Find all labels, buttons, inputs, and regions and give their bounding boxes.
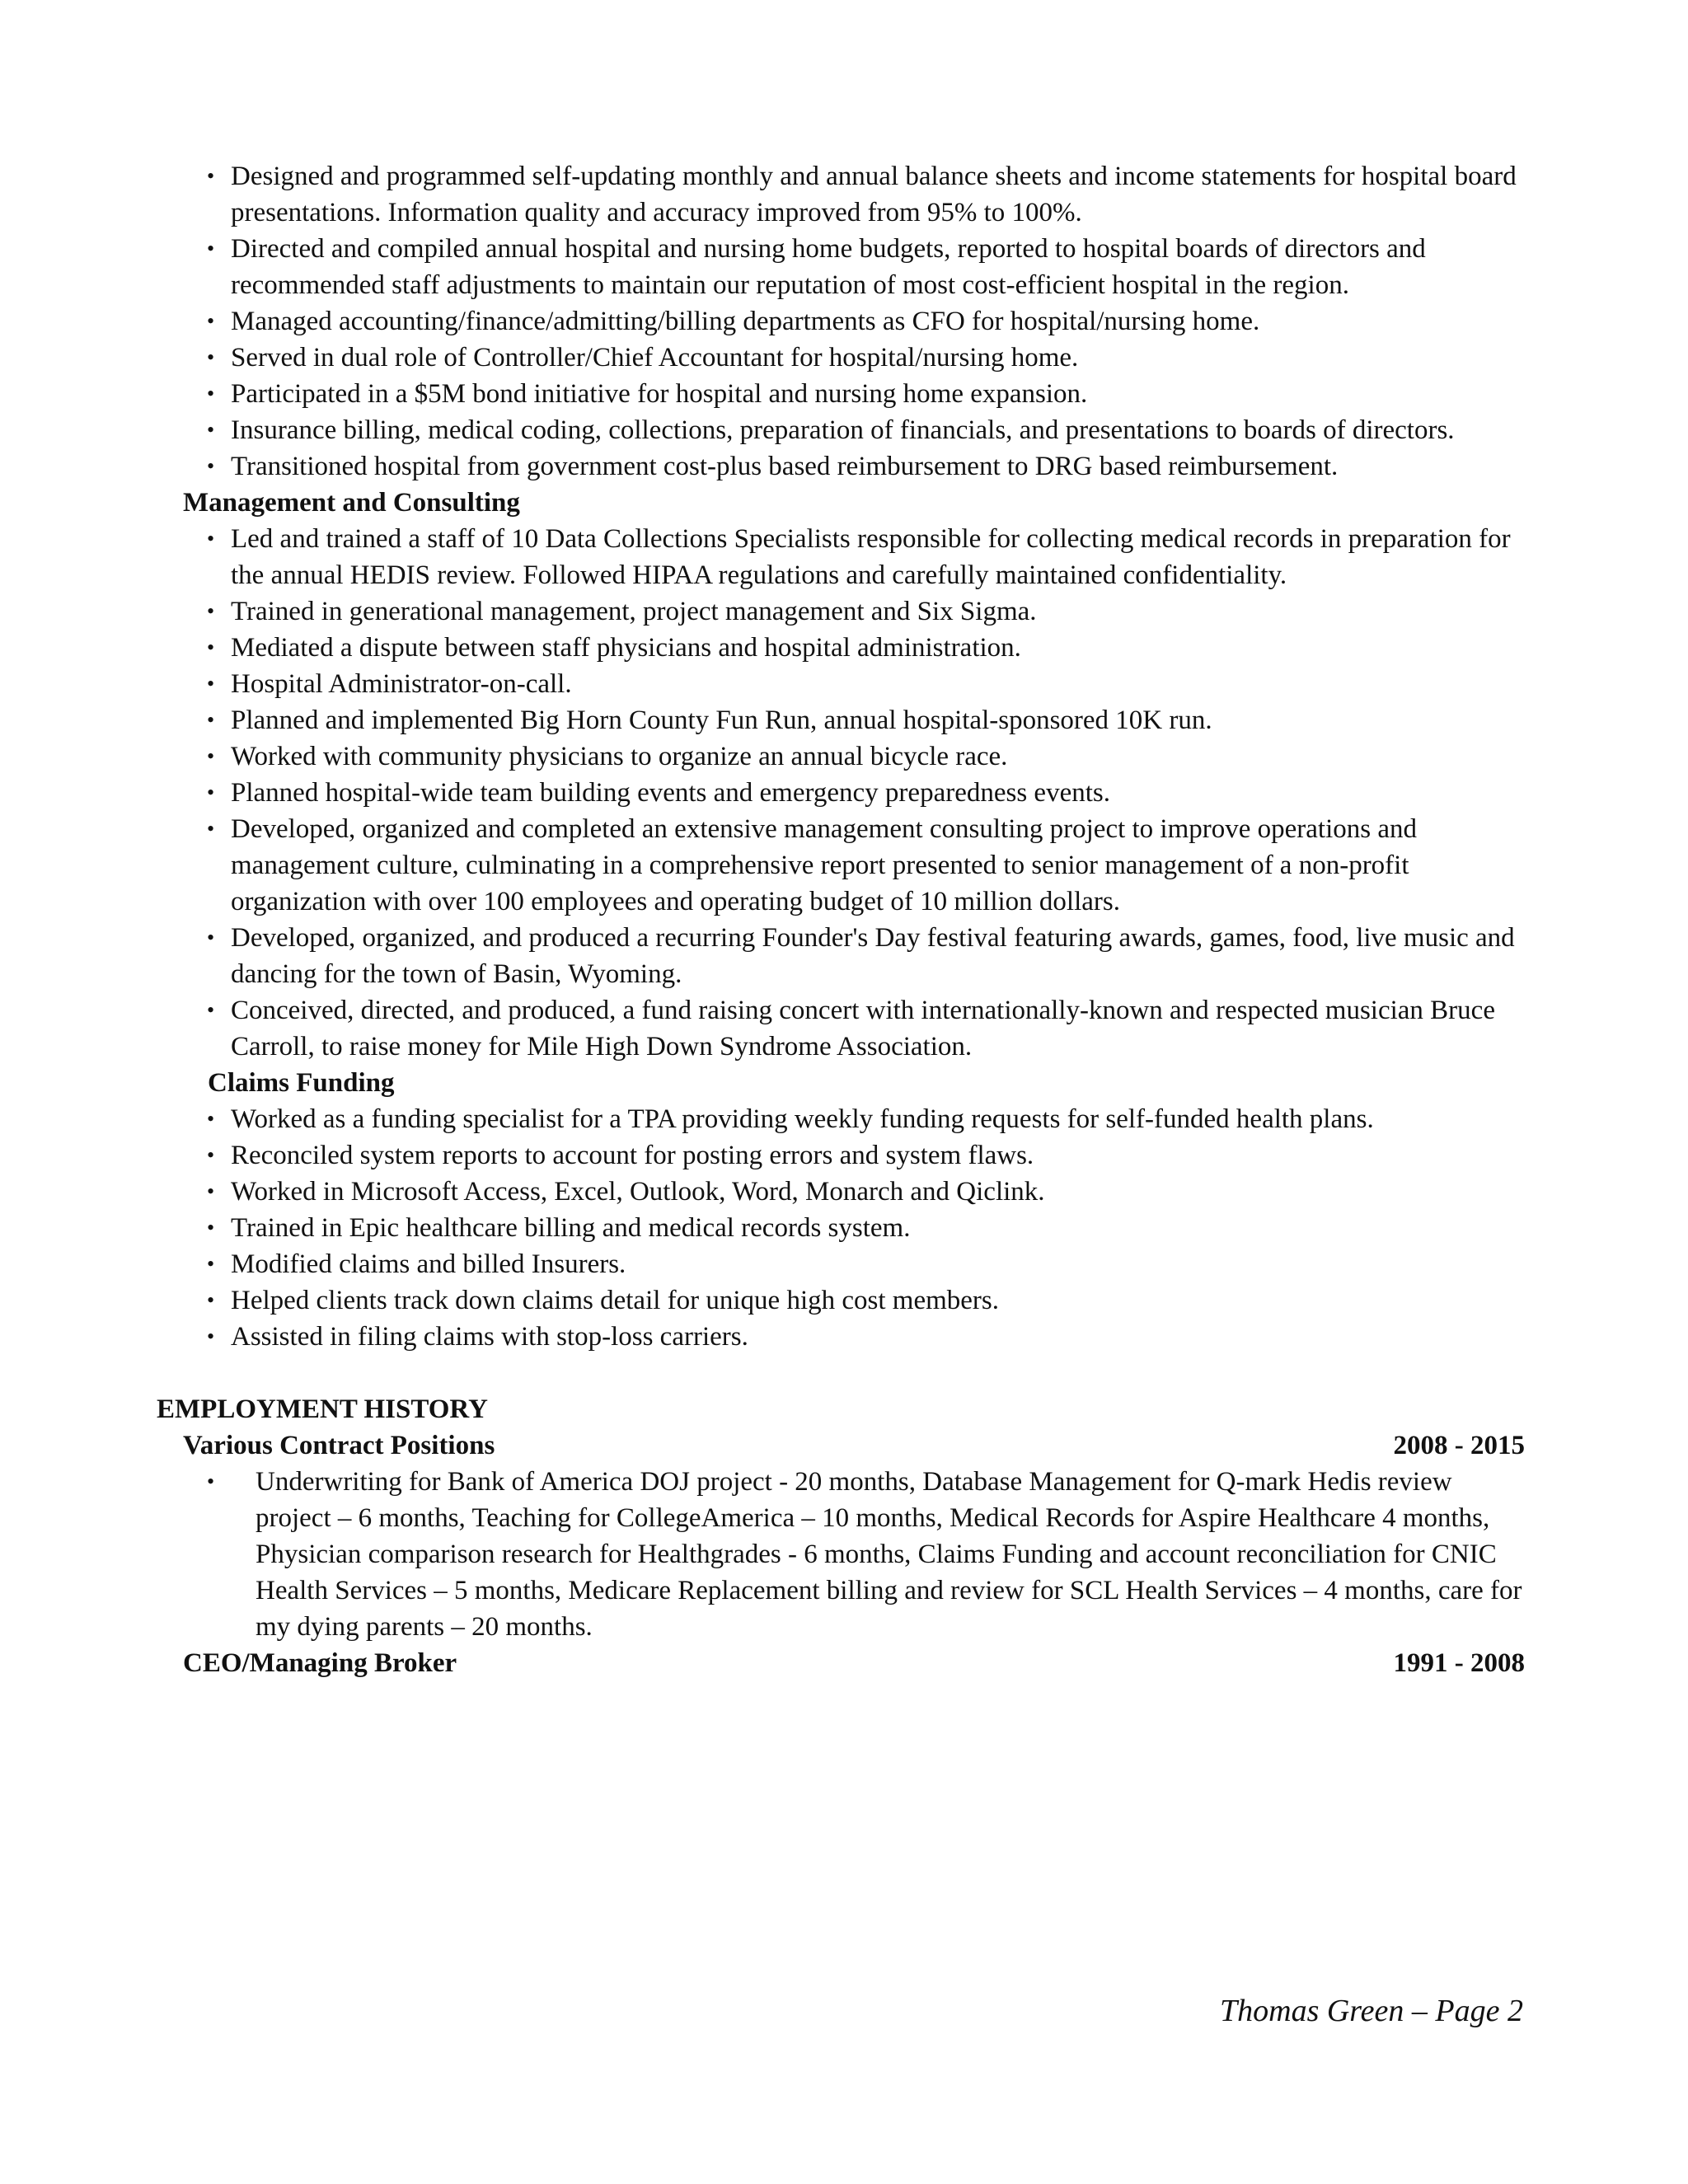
- list-item: • Helped clients track down claims detail for unique high cost members.: [157, 1282, 1525, 1319]
- list-item: • Designed and programmed self-updating monthly and annual balance sheets and income statements for hospital board presentations. Information quality and accuracy improved from 95% to 100%.: [157, 158, 1525, 231]
- bullets-group1: [157, 158, 1525, 485]
- list-item: • Worked with community physicians to organize an annual bicycle race.: [157, 738, 1525, 775]
- list-item: • Planned hospital-wide team building events and emergency preparedness events.: [157, 775, 1525, 811]
- bullet-icon: •: [207, 926, 215, 949]
- bullet-icon: •: [207, 708, 215, 732]
- list-item: • Modified claims and billed Insurers.: [157, 1246, 1525, 1282]
- list-item: • Trained in generational management, project management and Six Sigma.: [157, 593, 1525, 630]
- bullet-icon: •: [207, 1252, 215, 1276]
- job-years: 2008 - 2015: [1393, 1431, 1525, 1460]
- bullets-management: [157, 521, 1525, 1065]
- bullet-icon: •: [207, 527, 215, 551]
- list-item: • Led and trained a staff of 10 Data Collections Specialists responsible for collecting medical records in preparation for the annual HEDIS review. Followed HIPAA regulations and carefully maintained confidentiality.: [157, 521, 1525, 593]
- bullet-icon: •: [207, 817, 215, 841]
- list-item: • Assisted in filing claims with stop-loss carriers.: [157, 1319, 1525, 1355]
- bullet-icon: •: [207, 635, 215, 659]
- bullet-icon: •: [207, 1216, 215, 1240]
- page-footer: Thomas Green – Page 2: [1220, 1994, 1523, 2028]
- bullet-icon: •: [207, 599, 215, 623]
- bullet-icon: •: [207, 1469, 215, 1493]
- list-item: • Managed accounting/finance/admitting/billing departments as CFO for hospital/nursing home.: [157, 303, 1525, 340]
- bullet-icon: •: [207, 780, 215, 804]
- list-item: • Worked in Microsoft Access, Excel, Outlook, Word, Monarch and Qiclink.: [157, 1174, 1525, 1210]
- bullet-icon: •: [207, 998, 215, 1022]
- bullets-claims: [157, 1101, 1525, 1355]
- bullet-icon: •: [207, 1288, 215, 1312]
- bullet-icon: •: [207, 1179, 215, 1203]
- bullet-icon: •: [207, 1143, 215, 1167]
- job-row: [157, 1645, 1525, 1681]
- list-item: • Trained in Epic healthcare billing and medical records system.: [157, 1210, 1525, 1246]
- list-item: • Transitioned hospital from government cost-plus based reimbursement to DRG based reimbursement.: [157, 448, 1525, 485]
- job-years: 1991 - 2008: [1393, 1648, 1525, 1678]
- resume-content: [157, 158, 1525, 1681]
- job-title: CEO/Managing Broker: [183, 1648, 457, 1678]
- bullet-icon: •: [207, 309, 215, 333]
- management-heading: Management and Consulting: [183, 488, 520, 518]
- list-item: • Conceived, directed, and produced, a fund raising concert with internationally-known and respected musician Bruce Carroll, to raise money for Mile High Down Syndrome Association.: [157, 992, 1525, 1065]
- list-item: • Insurance billing, medical coding, collections, preparation of financials, and presentations to boards of directors.: [157, 412, 1525, 448]
- claims-heading: Claims Funding: [208, 1068, 395, 1098]
- bullet-icon: •: [207, 345, 215, 369]
- bullet-icon: •: [207, 1107, 215, 1131]
- list-item: • Worked as a funding specialist for a TPA providing weekly funding requests for self-funded health plans.: [157, 1101, 1525, 1137]
- list-item: • Hospital Administrator-on-call.: [157, 666, 1525, 702]
- bullet-icon: •: [207, 418, 215, 442]
- list-item: • Participated in a $5M bond initiative for hospital and nursing home expansion.: [157, 376, 1525, 412]
- employment-history-heading: EMPLOYMENT HISTORY: [157, 1394, 488, 1424]
- list-item: • Mediated a dispute between staff physicians and hospital administration.: [157, 630, 1525, 666]
- list-item: • Underwriting for Bank of America DOJ project - 20 months, Database Management for Q-mark Hedis review project – 6 months, Teaching for CollegeAmerica – 10 months, Medical Records for Aspire Healthcare 4 months, Physician comparison research for Healthgrades - 6 months, Claims Funding and account reconciliation for CNIC Health Services – 5 months, Medicare Replacement billing and review for SCL Health Services – 4 months, care for my dying parents – 20 months.: [157, 1464, 1525, 1645]
- bullet-icon: •: [207, 1324, 215, 1348]
- bullet-icon: •: [207, 454, 215, 478]
- bullet-icon: •: [207, 382, 215, 405]
- job-title: Various Contract Positions: [183, 1431, 495, 1460]
- job-details-list: [157, 1464, 1525, 1645]
- list-item: • Developed, organized and completed an extensive management consulting project to improve operations and management culture, culminating in a comprehensive report presented to senior management of a non-profit organization with over 100 employees and operating budget of 10 million dollars.: [157, 811, 1525, 920]
- bullet-icon: •: [207, 744, 215, 768]
- list-item: • Served in dual role of Controller/Chief Accountant for hospital/nursing home.: [157, 340, 1525, 376]
- list-item: • Reconciled system reports to account for posting errors and system flaws.: [157, 1137, 1525, 1174]
- job-row: [157, 1427, 1525, 1464]
- bullet-icon: •: [207, 164, 215, 188]
- bullet-icon: •: [207, 672, 215, 696]
- list-item: • Planned and implemented Big Horn County Fun Run, annual hospital-sponsored 10K run.: [157, 702, 1525, 738]
- list-item: • Directed and compiled annual hospital and nursing home budgets, reported to hospital boards of directors and recommended staff adjustments to maintain our reputation of most cost-efficient hospital in the region.: [157, 231, 1525, 303]
- list-item: • Developed, organized, and produced a recurring Founder's Day festival featuring awards, games, food, live music and dancing for the town of Basin, Wyoming.: [157, 920, 1525, 992]
- bullet-icon: •: [207, 237, 215, 260]
